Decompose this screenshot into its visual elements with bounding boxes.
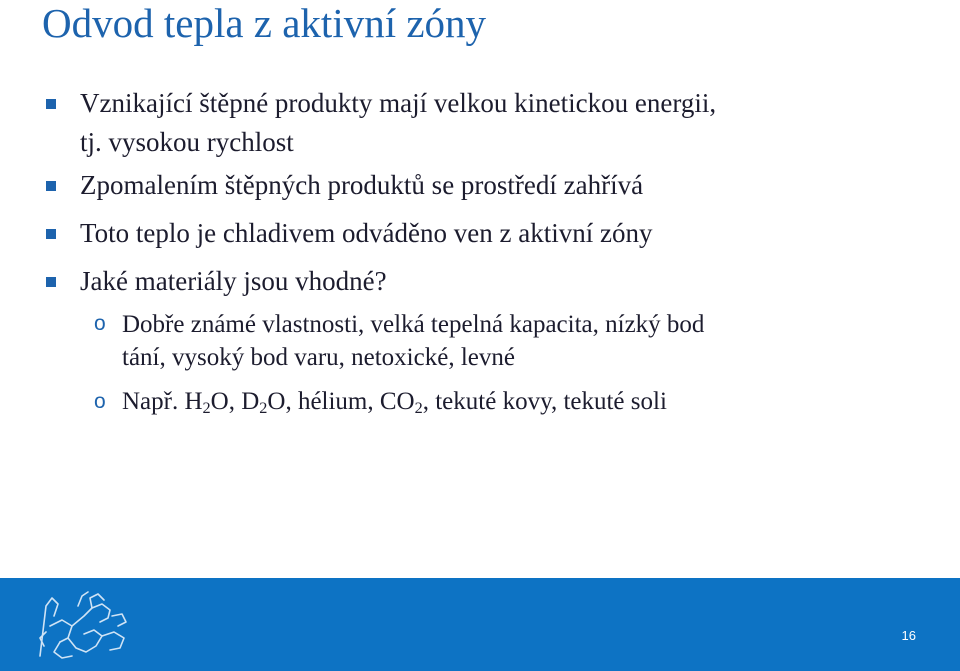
square-bullet-icon <box>46 181 56 191</box>
czech-lion-logo-icon <box>32 586 132 664</box>
bullet-text: Zpomalením štěpných produktů se prostředí zahřívá <box>80 170 644 200</box>
bullet-text: Toto teplo je chladivem odváděno ven z aktivní zóny <box>80 218 653 248</box>
circle-bullet-icon: o <box>94 390 106 413</box>
slide-title: Odvod tepla z aktivní zóny <box>42 0 487 46</box>
square-bullet-icon <box>46 277 56 287</box>
subbullet-text: Dobře známé vlastnosti, velká tepelná kapacita, nízký bod <box>122 311 705 338</box>
circle-bullet-icon: o <box>94 312 106 335</box>
subbullet-text: tání, vysoký bod varu, netoxické, levné <box>122 344 515 371</box>
footer-bar <box>0 578 960 671</box>
subbullet-text-formula: Např. $H_2O$, $D_2O$, hélium, $CO_2$, tekuté kovy, tekuté soli <box>122 388 667 418</box>
bullet-text: Jaké materiály jsou vhodné? <box>80 266 387 296</box>
square-bullet-icon <box>46 229 56 239</box>
bullet-text: Vznikající štěpné produkty mají velkou kinetickou energii, <box>80 88 717 118</box>
page-number: 16 <box>901 628 916 643</box>
bullet-text: tj. vysokou rychlost <box>80 127 294 157</box>
square-bullet-icon <box>46 99 56 109</box>
